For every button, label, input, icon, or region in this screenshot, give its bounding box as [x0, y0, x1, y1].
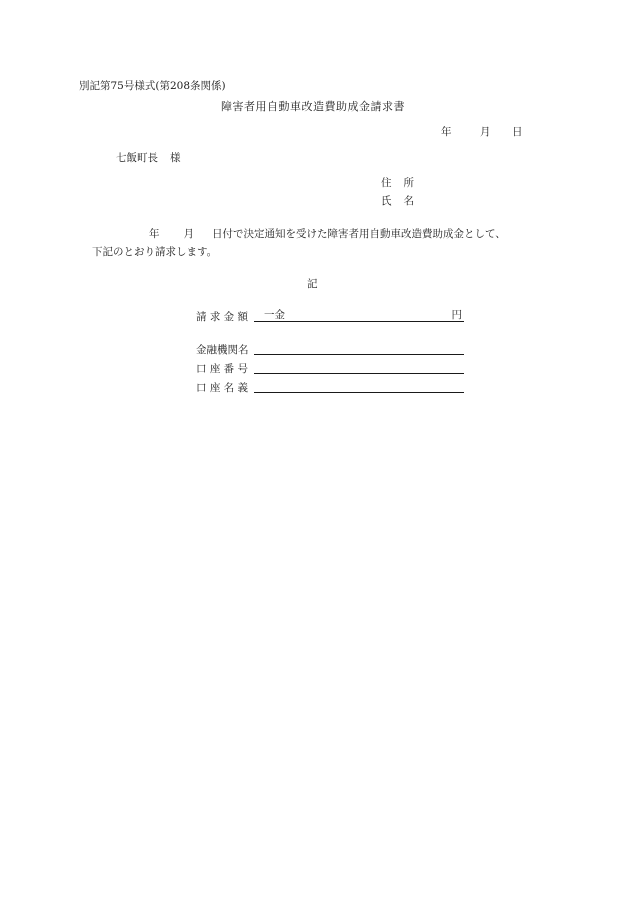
body-year: 年	[149, 228, 160, 240]
body-text-line-2: 下記のとおり請求します。	[92, 246, 218, 258]
body-month: 月	[183, 228, 194, 240]
address-char-1: 住	[381, 177, 392, 189]
applicant-address-label	[381, 178, 414, 189]
addressee-honorific: 様	[170, 152, 181, 164]
bank-label: 金融機関名	[196, 343, 249, 356]
ki-heading: 記	[307, 278, 318, 290]
date-year-label: 年	[441, 126, 452, 138]
name-char-2: 名	[403, 195, 414, 207]
addressee-name: 七飯町長	[116, 152, 158, 164]
form-reference: 別記第75号様式(第208条関係)	[79, 80, 226, 92]
bank-field[interactable]	[254, 342, 464, 355]
account-number-label: 口 座 番 号	[196, 362, 249, 375]
date-month-label: 月	[480, 126, 491, 138]
document-title: 障害者用自動車改造費助成金請求書	[221, 100, 405, 113]
amount-row	[196, 309, 464, 322]
bank-row	[196, 342, 464, 355]
applicant-name-label	[381, 196, 414, 207]
account-number-row	[196, 361, 464, 374]
account-name-label: 口 座 名 義	[196, 381, 249, 394]
addressee	[116, 153, 181, 164]
amount-unit: 円	[451, 308, 462, 321]
address-char-2: 所	[403, 177, 414, 189]
amount-field[interactable]	[254, 309, 464, 322]
account-name-row	[196, 380, 464, 393]
amount-label: 請 求 金 額	[196, 310, 249, 323]
date-day-label: 日	[512, 126, 523, 138]
amount-prefix: 一金	[264, 308, 285, 321]
name-char-1: 氏	[381, 195, 392, 207]
account-number-field[interactable]	[254, 361, 464, 374]
body-text-line-1	[149, 229, 506, 240]
body-line1-rest: 日付で決定通知を受けた障害者用自動車改造費助成金として、	[212, 228, 506, 240]
account-name-field[interactable]	[254, 380, 464, 393]
